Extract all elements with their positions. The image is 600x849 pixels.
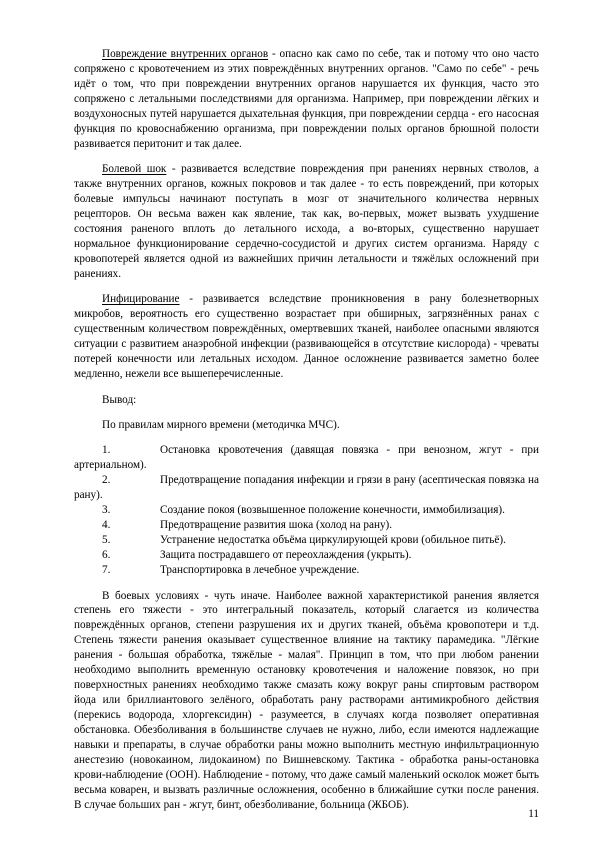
- list-item: [74, 518, 539, 533]
- list-item-number: 1.: [102, 444, 111, 457]
- list-item-text: Предотвращение развития шока (холод на рану).: [160, 519, 393, 532]
- paragraph-combat-conditions: В боевых условиях - чуть иначе. Наиболее важной характеристикой ранения является степень его тяжести - это интегральный показатель, который слагается из количества повреждённых органов, степени разрушения их и других тканей, объёма кровопотери и т.д. Степень тяжести ранения оказывает существенное влияние на тактику парамедика. "Лёгкие ранения - большая обработка, тяжёлые - малая". Принцип в том, что при любом ранении необходимо выполнить временную остановку кровотечения и наложение повязок, но при поверхностных ранениях необходимо также смазать кожу вокруг раны спиртовым раствором йода или бриллиантового зелёного, обработать рану растворами антимикробного действия (перекись водорода, хлоргексидин) - разумеется, в случаях когда позволяет оперативная обстановка. Обезболивания в большинстве случаев не нужно, либо, если имеются надлежащие навыки и препараты, в случае обработки раны можно выполнить местную инфильтрационную анестезию (новокаином, лидокаином) по Вишневскому. Тактика - обработка раны-остановка крови-наблюдение (ООН). Наблюдение - потому, что даже самый маленький осколок может быть весьма коварен, и вызвать различные осложнения, особенно в ближайшие сутки после ранения. В случае больших ран - жгут, бинт, обезболивание, больница (ЖБОБ).: [74, 589, 539, 811]
- list-item: [74, 563, 539, 578]
- conclusion-label: Вывод:: [102, 393, 137, 406]
- list-item-text: Остановка кровотечения (давящая повязка - при венозном, жгут - при артериальном).: [74, 444, 539, 472]
- list-item-number: 4.: [102, 519, 111, 532]
- list-item: [74, 443, 539, 473]
- lead-term-infection: Инфицирование: [102, 293, 180, 306]
- paragraph-organ-damage: [74, 47, 539, 152]
- paragraph-pain-shock-text: - развивается вследствие повреждения при ранениях нервных стволов, а также внутренних органов, кожных покровов и так далее - то есть повреждений, при которых болевые импульсы начинают поступать в мозг от значительного количества нервных рецепторов. Он весьма важен как явление, так как, во-первых, может вызвать ухудшение состояния раненого вплоть до летального исхода, а во-вторых, существенно нарушает нормальное функционирование сердечно-сосудистой и других систем организма. Наряду с кровопотерей является одной из важнейших причин летальности и тяжёлых осложнений при ранениях.: [74, 163, 539, 280]
- list-item-number: 5.: [102, 534, 111, 547]
- list-item: [74, 548, 539, 563]
- list-item-number: 6.: [102, 549, 111, 562]
- paragraph-organ-damage-text: - опасно как само по себе, так и потому что оно часто сопряжено с кровотечением из этих повреждённых внутренних органов. "Само по себе" - речь идёт о том, что при повреждении внутренних органов нарушается их функция, часто это сопряжено с летальными последствиями для организма. Например, при повреждении лёгких и воздухоносных путей нарушается дыхательная функция, при повреждении сердца - его насосная функция по кровоснабжению организма, при повреждении полых органов брюшной полости развивается перитонит и так далее.: [74, 48, 539, 150]
- list-item: [74, 473, 539, 503]
- paragraph-pain-shock: [74, 162, 539, 282]
- list-item-text: Предотвращение попадания инфекции и грязи в рану (асептическая повязка на рану).: [74, 474, 539, 502]
- list-item-text: Защита пострадавшего от переохлаждения (укрыть).: [160, 549, 412, 562]
- list-item-text: Устранение недостатка объёма циркулирующей крови (обильное питьё).: [160, 534, 506, 547]
- list-item-number: 2.: [102, 474, 111, 487]
- list-item-text: Создание покоя (возвышенное положение конечности, иммобилизация).: [160, 504, 505, 517]
- paragraph-infection-text: - развивается вследствие проникновения в рану болезнетворных микробов, вероятность его существенно возрастает при обширных, загрязнённых ранах с существенным количеством повреждённых, омертвевших тканей, наиболее опасными являются ситуации с развитием анаэробной инфекции (развивающейся в отсутствие кислорода) - чреваты потерей конечности или летальных исходом. Данное осложнение развивается заметно более медленно, нежели все вышеперечисленные.: [74, 293, 539, 381]
- document-body: [74, 47, 539, 813]
- lead-term-organ-damage: Повреждение внутренних органов: [102, 48, 269, 60]
- list-item: [74, 503, 539, 518]
- list-item: [74, 533, 539, 548]
- list-item-number: 3.: [102, 504, 111, 517]
- list-item-text: Транспортировка в лечебное учреждение.: [160, 564, 360, 577]
- paragraph-infection: [74, 292, 539, 382]
- page-number: 11: [528, 808, 539, 820]
- list-item-number: 7.: [102, 564, 111, 577]
- first-aid-steps-list: [74, 443, 539, 578]
- rules-intro: По правилам мирного времени (методичка МЧС).: [102, 418, 340, 431]
- lead-term-pain-shock: Болевой шок: [102, 163, 167, 176]
